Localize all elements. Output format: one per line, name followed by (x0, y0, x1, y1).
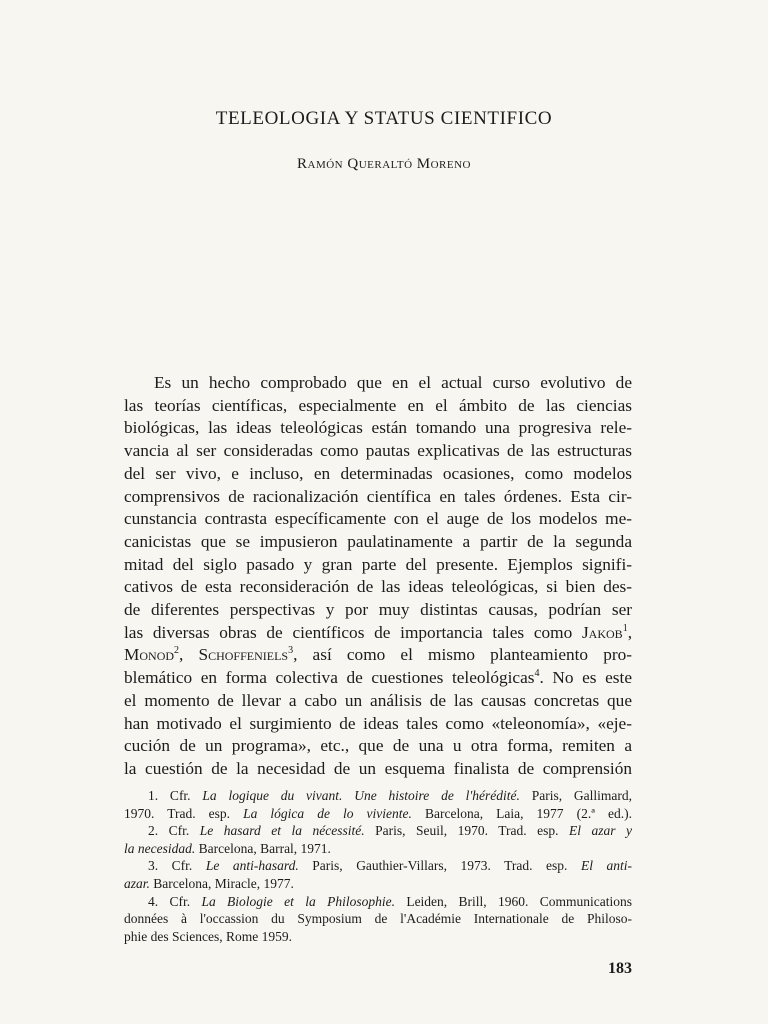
footnote-text: Barcelona, Miracle, 1977. (149, 875, 294, 891)
author-ref-schoffeniels: Schoffeniels (198, 645, 289, 665)
footnote-text: Paris, Gallimard, (519, 788, 632, 803)
footnote-line (124, 910, 632, 928)
body-text-segment: , (179, 645, 199, 665)
footnote-text: données à l'occassion du Symposium de l'Académie Internationale de Philoso- (124, 911, 632, 927)
body-line: la cuestión de la necesidad de un esquema finalista de comprensión (124, 758, 632, 778)
footnote-text: phie des Sciences, Rome 1959. (124, 928, 292, 944)
body-line: el momento de llevar a cabo un análisis de las causas concretas que (124, 690, 632, 710)
article-title: TELEOLOGIA Y STATUS CIENTIFICO (215, 108, 553, 129)
footnote-line (124, 787, 632, 805)
footnote-ref-4: 4 (534, 668, 540, 680)
footnote-ref-1: 1 (622, 622, 628, 634)
footnote-line (124, 805, 632, 823)
author-ref-jakob: Jakob (581, 622, 623, 642)
body-line: vancia al ser consideradas como pautas explicativas de las estructuras (124, 441, 632, 461)
body-line (124, 644, 632, 667)
body-line: biológicas, las ideas teleológicas están tomando una progresiva rele- (124, 418, 632, 438)
body-line: cativos de esta reconsideración de las ideas teleológicas, si bien des- (124, 577, 632, 597)
footnote-text: Paris, Gauthier-Villars, 1973. Trad. esp. (298, 858, 581, 874)
footnote-line (124, 822, 632, 840)
body-line: cución de un programa», etc., que de una u otra forma, remiten a (124, 736, 632, 756)
footnote-line (124, 928, 632, 946)
footnote-title: azar. (124, 875, 150, 891)
body-line: Es un hecho comprobado que en el actual curso evolutivo de (154, 373, 632, 392)
body-line: de diferentes perspectivas y por muy distintas causas, podrían ser (124, 600, 632, 620)
footnote-ref-3: 3 (288, 645, 294, 657)
body-text-segment: , (627, 622, 633, 642)
body-text-segment: las diversas obras de científicos de importancia tales como (124, 622, 573, 642)
body-line: mitad del siglo pasado y gran parte del presente. Ejemplos signifi- (124, 554, 632, 574)
footnote-title: El azar y (569, 823, 632, 839)
body-line (124, 622, 632, 645)
footnote-ref-2: 2 (174, 645, 180, 657)
author-ref-monod: Monod (124, 645, 175, 665)
footnote-text: 1970. Trad. esp. (124, 805, 244, 821)
page-number: 183 (608, 960, 632, 977)
footnote-text: 1. Cfr. (148, 788, 203, 803)
footnote-title: El anti- (580, 858, 632, 874)
footnote-line (124, 875, 632, 893)
footnote-title: Le hasard et la nécessité. (199, 823, 365, 839)
footnote-title: Le anti-hasard. (205, 858, 299, 874)
body-line (124, 667, 632, 690)
body-text-segment: . No es este (539, 668, 632, 688)
body-text-segment: blemático en forma colectiva de cuestiones teleológicas (124, 668, 535, 688)
body-line: han motivado el surgimiento de ideas tales como «teleonomía», «eje- (124, 713, 632, 733)
footnotes (124, 787, 632, 945)
body-line: las teorías científicas, especialmente en el ámbito de las ciencias (124, 395, 632, 415)
footnote-title: La logique du vivant. Une histoire de l'hérédité. (202, 788, 520, 803)
footnote-text: Barcelona, Barral, 1971. (195, 840, 331, 856)
footnote-text: Leiden, Brill, 1960. Communications (394, 893, 632, 909)
footnote-title: la necesidad. (124, 840, 196, 856)
footnote-line (124, 893, 632, 911)
footnote-title: La Biologie et la Philosophie. (201, 893, 395, 909)
body-line: del ser vivo, e incluso, en determinadas ocasiones, como modelos (124, 463, 632, 483)
footnote-text: 4. Cfr. (148, 893, 202, 909)
footnote-title: La lógica de lo viviente. (243, 805, 412, 821)
footnote-line (124, 857, 632, 875)
body-paragraph (124, 372, 632, 781)
footnote-text: Paris, Seuil, 1970. Trad. esp. (364, 823, 569, 839)
footnote-text: 3. Cfr. (148, 858, 206, 874)
body-text-segment: , así como el mismo planteamiento pro- (293, 645, 632, 665)
body-line: canicistas que se impusieron paulatinamente a partir de la segunda (124, 531, 632, 551)
footnote-line (124, 840, 632, 858)
author-name: Ramón Queraltó Moreno (297, 156, 471, 172)
footnote-text: Barcelona, Laia, 1977 (2.ª ed.). (411, 805, 633, 821)
footnote-text: 2. Cfr. (148, 823, 200, 839)
body-line: cunstancia contrasta específicamente con el auge de los modelos me- (124, 509, 632, 529)
body-line: comprensivos de racionalización científica en tales órdenes. Esta cir- (124, 486, 632, 506)
